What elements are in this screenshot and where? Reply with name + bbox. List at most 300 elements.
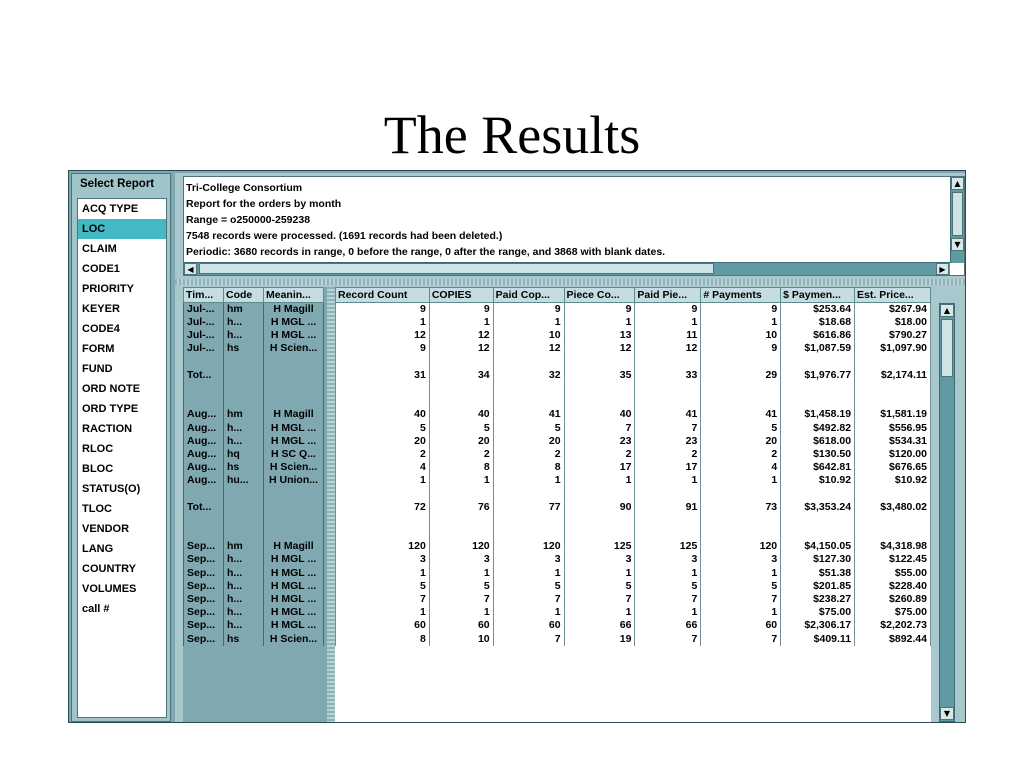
row-header-cell <box>224 514 264 527</box>
row-header-cell: H Scien... <box>264 342 324 355</box>
data-cell: 5 <box>701 580 781 593</box>
table-row[interactable] <box>336 514 931 527</box>
data-cell: 31 <box>336 369 430 382</box>
table-row[interactable] <box>184 329 324 342</box>
table-row[interactable] <box>184 369 324 382</box>
report-item[interactable]: BLOC <box>82 463 114 475</box>
data-cell: $238.27 <box>781 593 855 606</box>
data-cell: 1 <box>701 606 781 619</box>
data-cell: $1,976.77 <box>781 369 855 382</box>
scroll-down-icon[interactable]: ▼ <box>951 238 964 251</box>
data-cell: 12 <box>564 342 635 355</box>
row-header-cell: h... <box>224 580 264 593</box>
table-row[interactable] <box>184 633 324 646</box>
scroll-left-icon[interactable]: ◀ <box>184 263 197 275</box>
grid-scroll-up-icon[interactable]: ▲ <box>940 304 954 317</box>
data-cell: 1 <box>493 606 564 619</box>
table-row[interactable] <box>336 619 931 632</box>
data-cell: $10.92 <box>781 474 855 487</box>
row-header-cell <box>264 501 324 514</box>
data-cell: 1 <box>564 567 635 580</box>
data-cell <box>493 514 564 527</box>
data-cell <box>429 395 493 408</box>
table-row[interactable] <box>336 342 931 355</box>
table-row[interactable] <box>184 540 324 553</box>
data-cell <box>781 487 855 500</box>
row-header-grid <box>183 287 327 722</box>
report-item[interactable]: CLAIM <box>82 243 117 255</box>
data-cell: 66 <box>564 619 635 632</box>
report-item[interactable]: KEYER <box>82 303 120 315</box>
data-cell <box>336 356 430 369</box>
table-row[interactable] <box>336 527 931 540</box>
data-cell: $2,306.17 <box>781 619 855 632</box>
table-row[interactable] <box>336 382 931 395</box>
report-item[interactable]: TLOC <box>82 503 112 515</box>
data-cell <box>336 527 430 540</box>
table-row[interactable] <box>184 356 324 369</box>
data-cell: 9 <box>701 303 781 317</box>
report-item[interactable]: call # <box>82 603 110 615</box>
report-item[interactable]: CODE4 <box>82 323 120 335</box>
data-cell: 7 <box>701 593 781 606</box>
table-row[interactable] <box>184 303 324 317</box>
report-item[interactable]: VENDOR <box>82 523 130 535</box>
grid-vertical-scrollbar[interactable] <box>939 303 955 722</box>
data-cell: 1 <box>635 606 701 619</box>
data-cell <box>564 527 635 540</box>
table-row[interactable] <box>184 461 324 474</box>
data-cell <box>855 395 931 408</box>
row-header-cell: H MGL ... <box>264 619 324 632</box>
data-cell <box>429 382 493 395</box>
row-header-cell <box>224 487 264 500</box>
data-cell <box>855 356 931 369</box>
data-cell: 5 <box>635 580 701 593</box>
table-row[interactable] <box>184 580 324 593</box>
report-item[interactable]: RACTION <box>82 423 133 435</box>
data-cell: 23 <box>564 435 635 448</box>
row-header-cell: H Magill <box>264 540 324 553</box>
data-cell: 5 <box>429 422 493 435</box>
row-header-cell: h... <box>224 619 264 632</box>
column-header[interactable]: Piece Co... <box>564 288 635 303</box>
table-row[interactable] <box>336 501 931 514</box>
row-header-cell: hs <box>224 342 264 355</box>
grid-divider[interactable] <box>327 287 335 722</box>
row-header-cell: h... <box>224 593 264 606</box>
data-cell: 76 <box>429 501 493 514</box>
column-header[interactable]: $ Paymen... <box>781 288 855 303</box>
row-header-cell: Tot... <box>184 501 224 514</box>
data-cell <box>635 356 701 369</box>
report-item[interactable]: COUNTRY <box>82 563 136 575</box>
table-row[interactable] <box>336 540 931 553</box>
table-row[interactable] <box>184 408 324 421</box>
table-row[interactable] <box>336 448 931 461</box>
data-cell <box>336 487 430 500</box>
report-type-list[interactable] <box>77 198 167 718</box>
table-row[interactable] <box>336 461 931 474</box>
data-cell: 1 <box>701 567 781 580</box>
data-cell: 23 <box>635 435 701 448</box>
table-row[interactable] <box>336 567 931 580</box>
report-item[interactable]: FORM <box>82 343 115 355</box>
data-cell: 72 <box>336 501 430 514</box>
data-cell: 8 <box>429 461 493 474</box>
data-cell: 1 <box>635 474 701 487</box>
column-header[interactable]: Record Count <box>336 288 430 303</box>
data-cell: 2 <box>564 448 635 461</box>
data-cell: 9 <box>493 303 564 317</box>
row-header-cell: Tot... <box>184 369 224 382</box>
column-header[interactable]: COPIES <box>429 288 493 303</box>
column-header[interactable]: # Payments <box>701 288 781 303</box>
table-row[interactable] <box>184 514 324 527</box>
table-row[interactable] <box>336 435 931 448</box>
data-cell: $676.65 <box>855 461 931 474</box>
data-cell: 1 <box>336 606 430 619</box>
table-row[interactable] <box>184 474 324 487</box>
data-cell: 120 <box>429 540 493 553</box>
data-cell: $409.11 <box>781 633 855 646</box>
summary-line: Periodic: 3680 records in range, 0 before the range, 0 after the range, and 3868 with blank dates. <box>186 246 666 258</box>
report-item[interactable]: ORD TYPE <box>82 403 139 415</box>
data-cell: 1 <box>429 606 493 619</box>
summary-line: Range = o250000-259238 <box>186 214 311 226</box>
table-row[interactable] <box>336 593 931 606</box>
data-cell: 40 <box>336 408 430 421</box>
row-header-cell: H Scien... <box>264 461 324 474</box>
report-item[interactable]: LANG <box>82 543 114 555</box>
data-cell: 1 <box>635 567 701 580</box>
scroll-up-icon[interactable]: ▲ <box>951 177 964 190</box>
summary-vertical-scrollbar[interactable] <box>950 177 964 263</box>
report-item[interactable]: PRIORITY <box>82 283 134 295</box>
data-cell: $122.45 <box>855 553 931 566</box>
table-row[interactable] <box>336 487 931 500</box>
table-row[interactable] <box>184 593 324 606</box>
report-item[interactable]: LOC <box>78 219 166 239</box>
data-cell: 9 <box>429 303 493 317</box>
data-cell <box>635 527 701 540</box>
report-item[interactable]: ORD NOTE <box>82 383 141 395</box>
pane-splitter[interactable] <box>175 279 965 285</box>
data-cell: $3,353.24 <box>781 501 855 514</box>
row-header-cell: Sep... <box>184 593 224 606</box>
data-cell: 7 <box>336 593 430 606</box>
data-cell: 7 <box>429 593 493 606</box>
row-header-cell: H Magill <box>264 303 324 317</box>
table-row[interactable] <box>336 356 931 369</box>
data-cell: 3 <box>564 553 635 566</box>
data-cell: 7 <box>493 633 564 646</box>
table-row[interactable] <box>184 527 324 540</box>
data-cell: 41 <box>493 408 564 421</box>
data-cell: $55.00 <box>855 567 931 580</box>
data-cell: 1 <box>564 316 635 329</box>
table-row[interactable] <box>336 329 931 342</box>
row-header-cell: H MGL ... <box>264 316 324 329</box>
data-cell: 3 <box>429 553 493 566</box>
data-cell: 9 <box>564 303 635 317</box>
data-cell <box>564 487 635 500</box>
data-cell: 5 <box>429 580 493 593</box>
data-cell: 7 <box>635 593 701 606</box>
data-cell: $2,202.73 <box>855 619 931 632</box>
data-cell: 40 <box>429 408 493 421</box>
table-row[interactable] <box>184 501 324 514</box>
data-cell: 3 <box>336 553 430 566</box>
report-item[interactable]: ACQ TYPE <box>82 203 139 215</box>
data-cell: $260.89 <box>855 593 931 606</box>
data-cell: 20 <box>429 435 493 448</box>
row-header-cell <box>224 395 264 408</box>
data-cell: $127.30 <box>781 553 855 566</box>
data-cell: 11 <box>635 329 701 342</box>
table-row[interactable] <box>184 395 324 408</box>
table-row[interactable] <box>184 448 324 461</box>
data-cell: $130.50 <box>781 448 855 461</box>
row-header-cell: H MGL ... <box>264 593 324 606</box>
report-summary-text <box>186 180 946 262</box>
data-cell <box>701 514 781 527</box>
data-cell: 1 <box>336 567 430 580</box>
table-row[interactable] <box>184 342 324 355</box>
data-cell: $642.81 <box>781 461 855 474</box>
row-header-cell: Aug... <box>184 461 224 474</box>
data-cell: 1 <box>429 316 493 329</box>
data-cell: $534.31 <box>855 435 931 448</box>
row-header-cell: h... <box>224 329 264 342</box>
table-row[interactable] <box>336 316 931 329</box>
data-cell: 73 <box>701 501 781 514</box>
select-report-panel <box>71 173 171 722</box>
data-cell <box>493 382 564 395</box>
data-cell: 8 <box>493 461 564 474</box>
row-header-cell: H MGL ... <box>264 567 324 580</box>
row-header-cell <box>184 356 224 369</box>
data-cell: 5 <box>336 422 430 435</box>
data-cell: 120 <box>336 540 430 553</box>
row-header-cell <box>184 487 224 500</box>
table-row[interactable] <box>184 487 324 500</box>
table-row[interactable] <box>336 303 931 317</box>
data-cell <box>855 487 931 500</box>
data-cell: $267.94 <box>855 303 931 317</box>
row-header-cell: hm <box>224 303 264 317</box>
column-header[interactable]: Paid Pie... <box>635 288 701 303</box>
row-header-cell <box>224 501 264 514</box>
table-row[interactable] <box>184 567 324 580</box>
data-cell: 17 <box>564 461 635 474</box>
data-cell <box>781 382 855 395</box>
row-header-cell <box>264 369 324 382</box>
data-cell: 77 <box>493 501 564 514</box>
row-header-cell: hu... <box>224 474 264 487</box>
data-cell: 10 <box>493 329 564 342</box>
data-cell <box>855 527 931 540</box>
row-header-cell <box>224 356 264 369</box>
row-header-cell: H Union... <box>264 474 324 487</box>
row-header-cell: Aug... <box>184 474 224 487</box>
row-header-cell: Jul-... <box>184 303 224 317</box>
data-cell: 12 <box>429 342 493 355</box>
row-header-cell <box>264 514 324 527</box>
column-header[interactable]: Est. Price... <box>855 288 931 303</box>
data-cell: 2 <box>635 448 701 461</box>
data-cell: 17 <box>635 461 701 474</box>
data-cell: 1 <box>493 316 564 329</box>
summary-line: 7548 records were processed. (1691 records had been deleted.) <box>186 230 503 242</box>
row-header-cell: Sep... <box>184 606 224 619</box>
data-cell <box>336 382 430 395</box>
data-cell <box>781 527 855 540</box>
data-cell: 33 <box>635 369 701 382</box>
data-cell: 41 <box>635 408 701 421</box>
data-cell <box>493 395 564 408</box>
table-row[interactable] <box>336 580 931 593</box>
grid-scroll-down-icon[interactable]: ▼ <box>940 707 954 720</box>
data-cell: 1 <box>493 567 564 580</box>
row-header-cell: Jul-... <box>184 342 224 355</box>
data-cell: 19 <box>564 633 635 646</box>
data-cell <box>635 382 701 395</box>
data-cell: 3 <box>701 553 781 566</box>
row-header-cell: H Scien... <box>264 633 324 646</box>
data-cell: 9 <box>336 303 430 317</box>
report-item[interactable]: RLOC <box>82 443 114 455</box>
row-header-cell: h... <box>224 422 264 435</box>
data-cell: $3,480.02 <box>855 501 931 514</box>
data-cell: 60 <box>701 619 781 632</box>
table-row[interactable] <box>184 435 324 448</box>
data-cell: 5 <box>493 422 564 435</box>
data-cell <box>493 356 564 369</box>
data-cell: 9 <box>336 342 430 355</box>
data-cell: $201.85 <box>781 580 855 593</box>
row-header-cell: H MGL ... <box>264 606 324 619</box>
data-cell: 10 <box>701 329 781 342</box>
row-header-cell <box>224 369 264 382</box>
data-cell <box>429 527 493 540</box>
column-header[interactable]: Meanin... <box>264 288 324 303</box>
report-item[interactable]: FUND <box>82 363 113 375</box>
row-header-cell <box>184 514 224 527</box>
data-cell: 34 <box>429 369 493 382</box>
row-header-cell <box>264 395 324 408</box>
data-cell <box>701 395 781 408</box>
table-row[interactable] <box>184 316 324 329</box>
summary-vscroll-thumb[interactable] <box>952 192 963 236</box>
column-header[interactable]: Tim... <box>184 288 224 303</box>
data-cell: 3 <box>635 553 701 566</box>
row-header-cell: Sep... <box>184 580 224 593</box>
data-cell: 12 <box>429 329 493 342</box>
summary-line: Report for the orders by month <box>186 198 342 210</box>
data-cell: $1,458.19 <box>781 408 855 421</box>
data-cell: $1,097.90 <box>855 342 931 355</box>
data-cell: 12 <box>635 342 701 355</box>
table-row[interactable] <box>336 553 931 566</box>
table-row[interactable] <box>184 553 324 566</box>
data-cell: $18.68 <box>781 316 855 329</box>
data-cell: 1 <box>701 316 781 329</box>
data-cell <box>701 527 781 540</box>
table-row[interactable] <box>336 633 931 646</box>
row-header-cell: H Magill <box>264 408 324 421</box>
report-item[interactable]: VOLUMES <box>82 583 137 595</box>
row-header-cell: h... <box>224 606 264 619</box>
data-cell <box>635 395 701 408</box>
table-row[interactable] <box>336 474 931 487</box>
row-header-cell: hs <box>224 461 264 474</box>
table-row[interactable] <box>336 422 931 435</box>
row-header-cell <box>184 527 224 540</box>
report-window <box>68 170 966 723</box>
table-row[interactable] <box>336 408 931 421</box>
data-cell <box>564 395 635 408</box>
data-cell: $253.64 <box>781 303 855 317</box>
slide-title: The Results <box>383 105 641 165</box>
table-row[interactable] <box>336 606 931 619</box>
data-cell: $75.00 <box>781 606 855 619</box>
column-header[interactable]: Code <box>224 288 264 303</box>
data-cell <box>855 514 931 527</box>
table-row[interactable] <box>184 619 324 632</box>
data-cell: 10 <box>429 633 493 646</box>
data-cell: 1 <box>336 474 430 487</box>
data-cell: $556.95 <box>855 422 931 435</box>
data-cell: $790.27 <box>855 329 931 342</box>
data-cell: $1,581.19 <box>855 408 931 421</box>
report-area <box>175 173 965 722</box>
data-cell <box>336 395 430 408</box>
table-row[interactable] <box>336 369 931 382</box>
row-header-cell: Sep... <box>184 567 224 580</box>
data-cell <box>701 382 781 395</box>
table-row[interactable] <box>184 422 324 435</box>
row-header-cell: Aug... <box>184 448 224 461</box>
data-cell: 35 <box>564 369 635 382</box>
table-row[interactable] <box>336 395 931 408</box>
data-cell <box>701 356 781 369</box>
data-cell: $18.00 <box>855 316 931 329</box>
summary-hscroll-thumb[interactable] <box>199 263 714 274</box>
data-cell <box>564 514 635 527</box>
table-row[interactable] <box>184 382 324 395</box>
report-item[interactable]: CODE1 <box>82 263 120 275</box>
data-cell: 125 <box>564 540 635 553</box>
column-header[interactable]: Paid Cop... <box>493 288 564 303</box>
report-item[interactable]: STATUS(O) <box>82 483 141 495</box>
row-header-cell <box>264 356 324 369</box>
data-cell: 29 <box>701 369 781 382</box>
data-cell: 9 <box>635 303 701 317</box>
scroll-right-icon[interactable]: ▶ <box>936 263 949 275</box>
grid-vscroll-thumb[interactable] <box>941 319 953 377</box>
data-cell: 5 <box>701 422 781 435</box>
data-cell: $618.00 <box>781 435 855 448</box>
summary-horizontal-scrollbar[interactable] <box>184 262 950 275</box>
data-cell: 12 <box>493 342 564 355</box>
data-cell: $75.00 <box>855 606 931 619</box>
data-cell: $1,087.59 <box>781 342 855 355</box>
data-cell <box>493 487 564 500</box>
table-row[interactable] <box>184 606 324 619</box>
data-cell <box>336 514 430 527</box>
data-cell: 20 <box>336 435 430 448</box>
